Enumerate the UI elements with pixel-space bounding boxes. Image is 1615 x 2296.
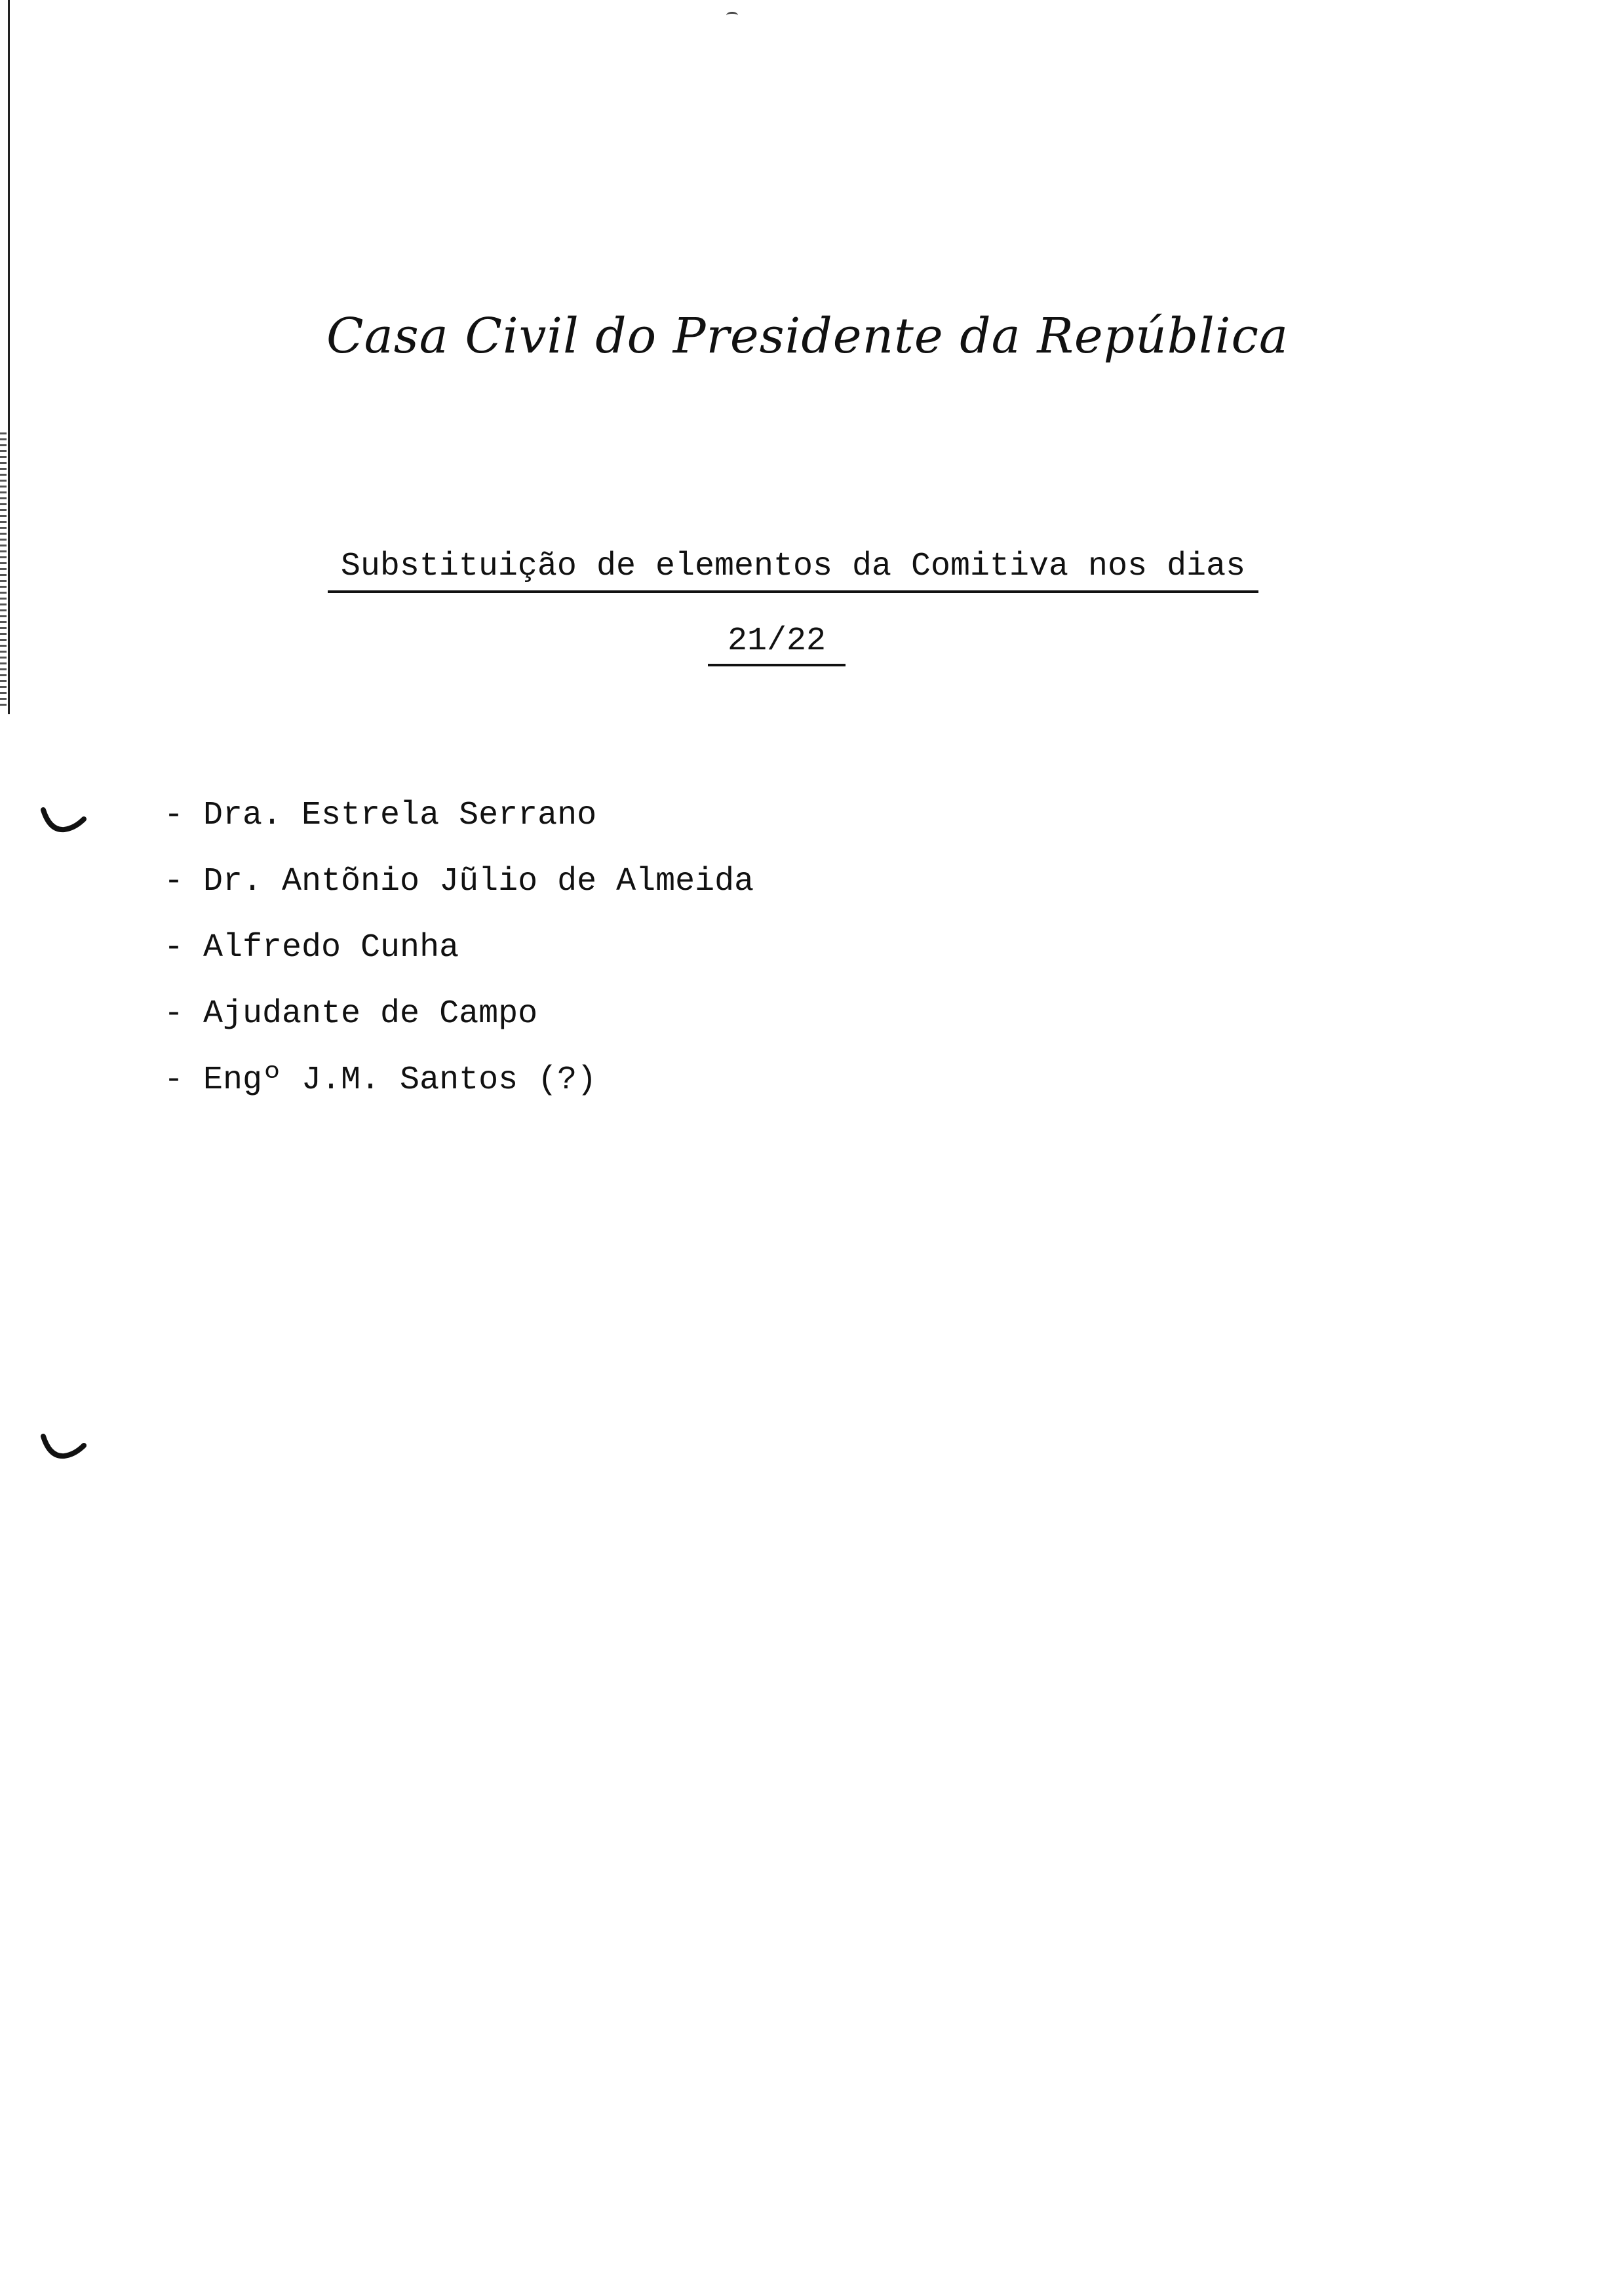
scan-speck [726,12,738,19]
list-item: - Dra. Estrela Serrano [164,797,597,834]
list-item: - Dr. Antõnio Jũlio de Almeida [164,863,754,900]
check-mark-icon [41,807,87,833]
list-item: - Ajudante de Campo [164,995,538,1033]
letterhead: Casa Civil do Presidente da República [326,308,1289,364]
check-mark-icon [41,1434,87,1460]
list-item: - Alfredo Cunha [164,929,459,966]
document-title: Substituição de elementos da Comitiva nos dias [328,548,1258,593]
binding-edge-marks [0,432,7,708]
document-title-dates: 21/22 [708,622,846,666]
member-list [164,796,754,1127]
list-item: - Engº J.M. Santos (?) [164,1062,597,1099]
